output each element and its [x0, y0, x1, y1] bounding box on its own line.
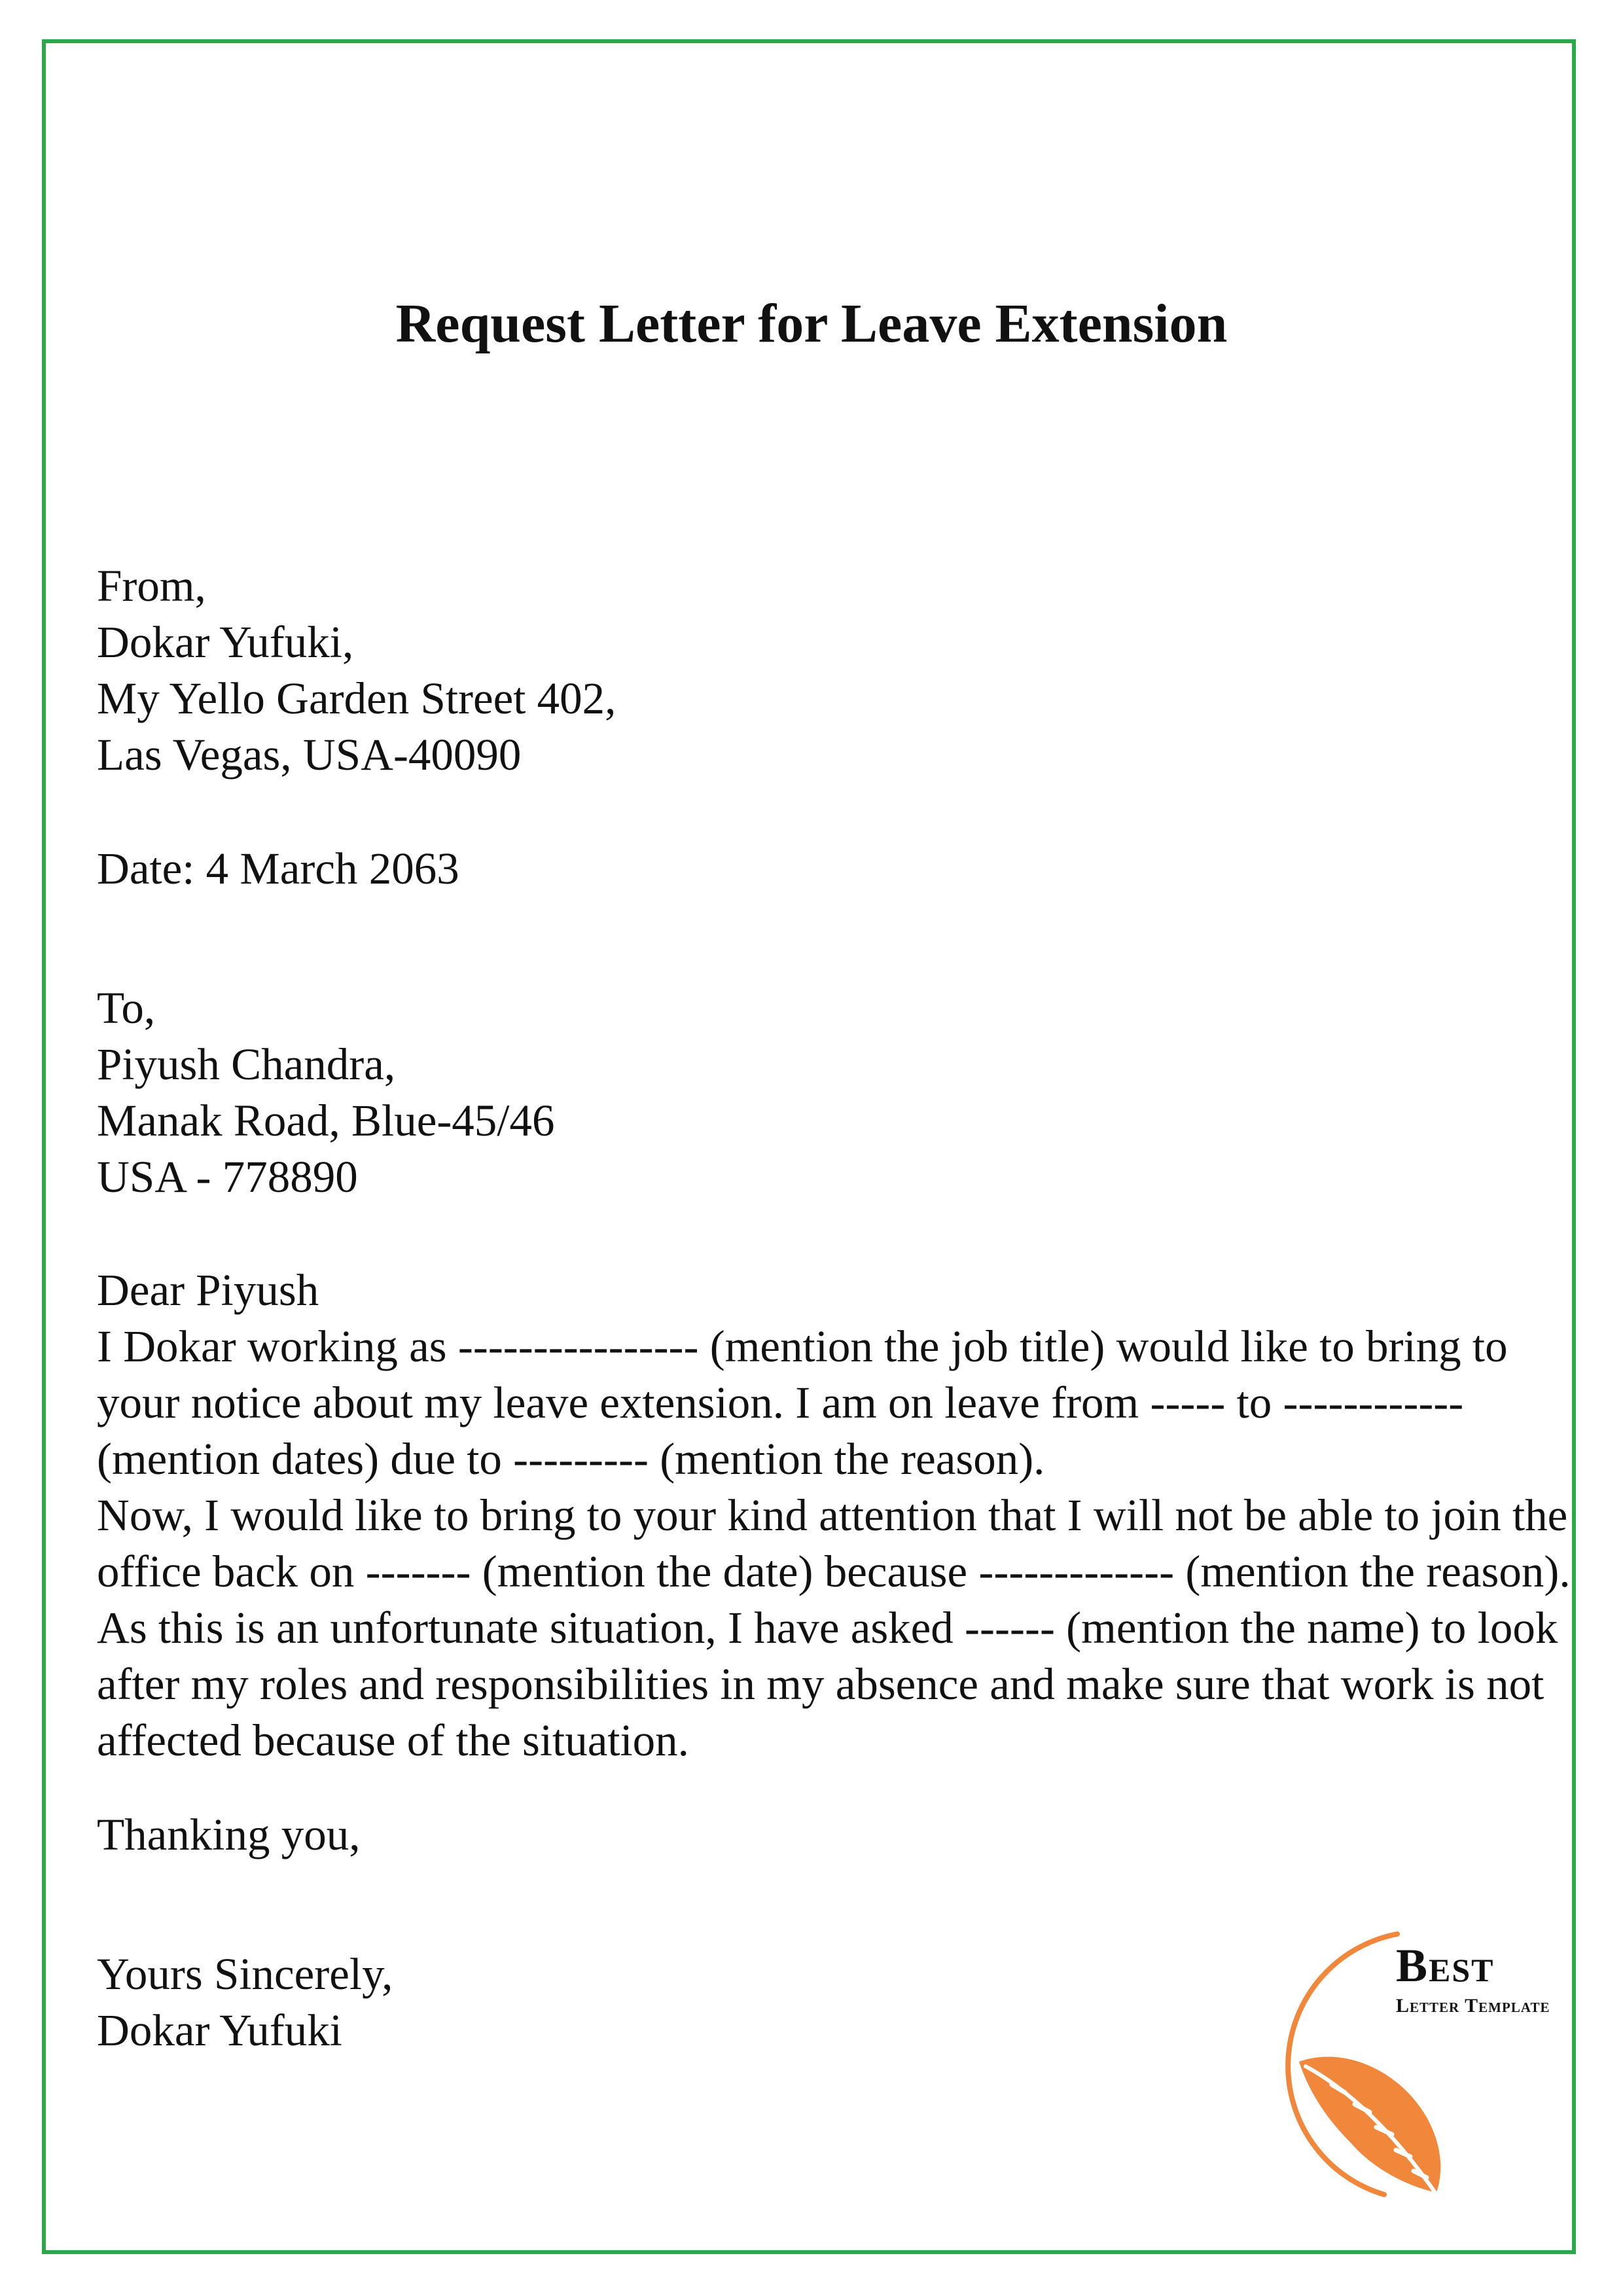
body-line: after my roles and responsibilities in my absence and make sure that work is not: [97, 1659, 1544, 1709]
letter-body: [97, 1262, 1571, 1768]
sender-name: Dokar Yufuki,: [97, 617, 354, 667]
recipient-address: [97, 980, 1537, 1205]
logo-tagline: Letter Template: [1396, 1995, 1550, 2017]
recipient-name: Piyush Chandra,: [97, 1039, 396, 1089]
logo-word: Best: [1396, 1939, 1495, 1992]
from-label: From,: [97, 561, 206, 611]
sender-city: Las Vegas, USA-40090: [97, 730, 522, 780]
salutation: Dear Piyush: [97, 1265, 319, 1315]
sender-street: My Yello Garden Street 402,: [97, 673, 616, 723]
body-line: Now, I would like to bring to your kind attention that I will not be able to join the: [97, 1490, 1568, 1540]
thanks-block: [97, 1806, 1537, 1863]
sender-address: [97, 558, 1537, 783]
letter-date: Date: 4 March 2063: [97, 844, 459, 893]
body-line: I Dokar working as ---------------- (mention the job title) would like to bring to: [97, 1321, 1508, 1371]
recipient-city: USA - 778890: [97, 1152, 358, 1202]
body-line: office back on ------- (mention the date) because ------------- (mention the reason).: [97, 1547, 1571, 1596]
body-line: affected because of the situation.: [97, 1715, 689, 1765]
letter-title: Request Letter for Leave Extension: [395, 293, 1228, 354]
letter-date-block: [97, 840, 1537, 897]
sign-off: Yours Sincerely,: [97, 1949, 393, 1999]
thanks-line: Thanking you,: [97, 1810, 361, 1859]
recipient-street: Manak Road, Blue-45/46: [97, 1096, 555, 1145]
body-line: As this is an unfortunate situation, I have asked ------ (mention the name) to look: [97, 1603, 1558, 1653]
best-letter-template-logo: [1247, 1921, 1587, 2209]
signer-name: Dokar Yufuki: [97, 2005, 342, 2055]
body-line: (mention dates) due to --------- (mention the reason).: [97, 1434, 1045, 1484]
body-line: your notice about my leave extension. I am on leave from ----- to ------------: [97, 1378, 1464, 1427]
to-label: To,: [97, 983, 156, 1033]
